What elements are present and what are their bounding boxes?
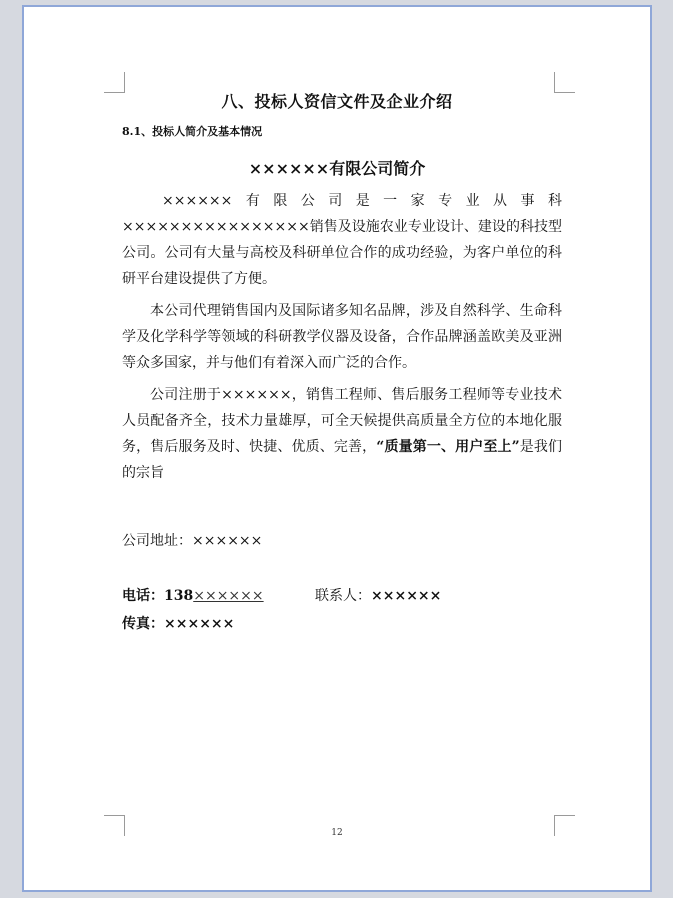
document-body: [122, 188, 562, 492]
paragraph-brands: 本公司代理销售国内及国际诸多知名品牌，涉及自然科学、生命科学及化学科学等领域的科研教学仪器及设备，合作品牌涵盖欧美及亚洲等众多国家，并与他们有着深入而广泛的合作。: [122, 303, 562, 371]
phone-row: [122, 585, 562, 605]
paragraph-service: [122, 382, 562, 486]
contact-person: [315, 585, 441, 605]
phone-masked: ××××××: [193, 588, 264, 604]
paragraph-intro: ××××××有限公司是一家专业从事科××××××××××××××××销售及设施农业专业设计、建设的科技型公司。公司有大量与高校及科研单位合作的成功经验，为客户单位的科研平台建设提供了方便。: [122, 193, 562, 287]
chapter-title: 八、投标人资信文件及企业介绍: [221, 92, 453, 111]
page-number: 12: [331, 828, 343, 838]
paragraph-service-tail: 是我们的宗旨: [122, 439, 563, 481]
phone-number: [122, 588, 264, 604]
phone-label: 电话：138: [122, 588, 194, 604]
company-address: 公司地址：××××××: [122, 533, 263, 549]
motto: “质量第一、用户至上”: [376, 439, 520, 455]
paragraph-service-text: 公司注册于××××××，销售工程师、售后服务工程师等专业技术人员配备齐全，技术力量雄厚，可全天候提供高质量全方位的本地化服务，售后服务及时、快捷、优质、完善，: [122, 387, 562, 455]
fax-number: 传真：××××××: [122, 616, 235, 632]
document-page: [22, 5, 652, 892]
contact-value: ××××××: [371, 588, 442, 604]
section-title: 8.1、投标人简介及基本情况: [122, 125, 263, 138]
company-title: ××××××有限公司简介: [248, 159, 426, 178]
contact-label: 联系人：: [315, 588, 371, 604]
